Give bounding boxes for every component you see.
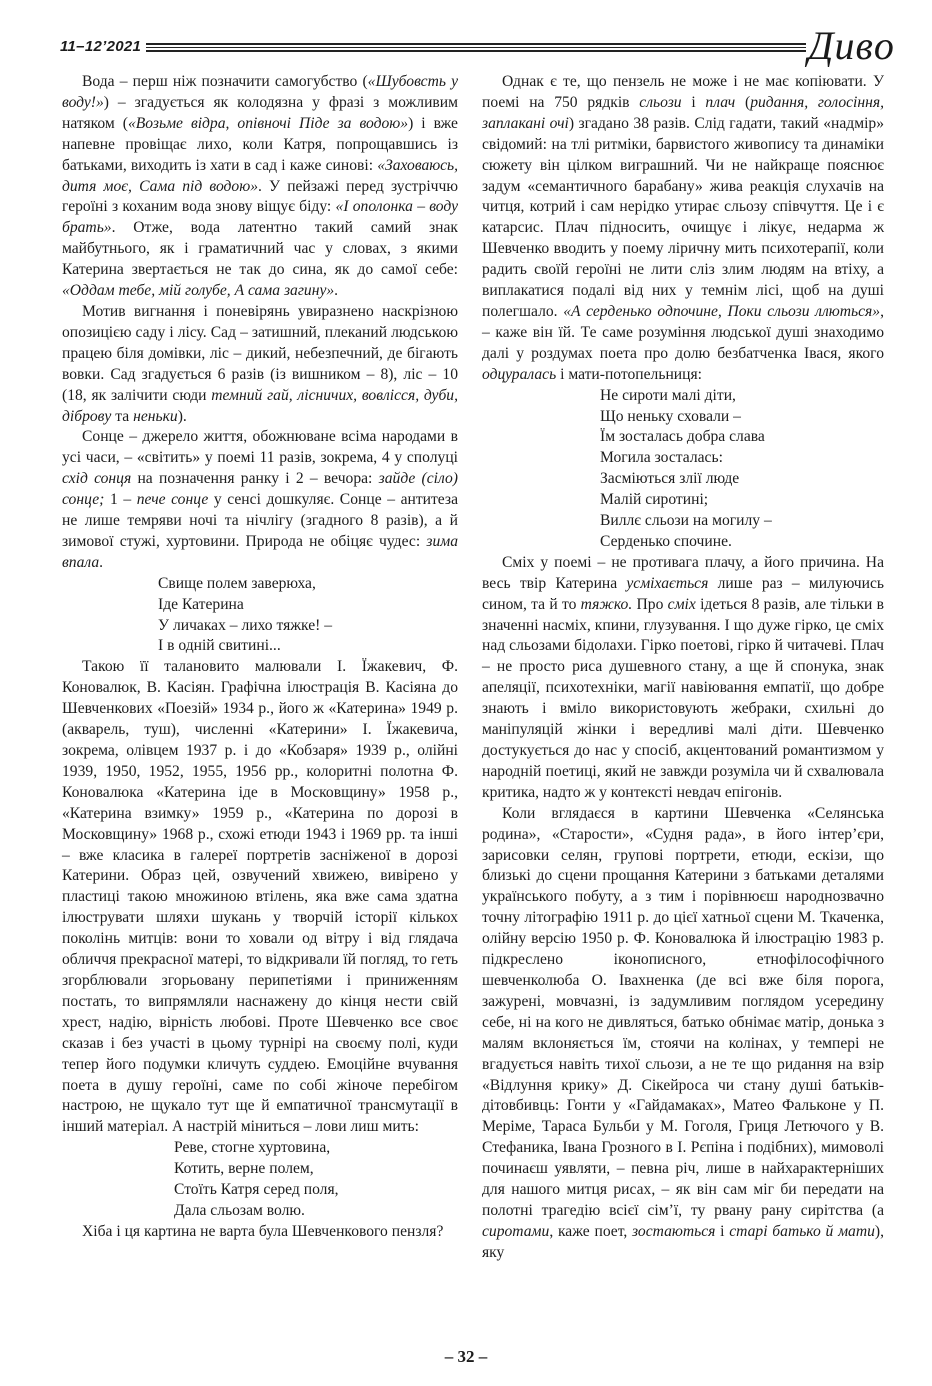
- verse-line: Серденько спочине.: [600, 532, 732, 550]
- right-column: [482, 72, 884, 1264]
- italic-run: «Заховаюсь, дитя моє, Сама під водою»: [62, 156, 458, 195]
- text-run: ) згадано 38 разів. Слід гадати, такий «надмір» свідомий: на тлі ритміки, барвистого живопису та динаміки сюжету він цілком виграшний. Чи не найкраще пояснює задум «семантичного барабану» жива реакція слухачів на читця, котрий і сам нерідко утирає сльозу співчуття. Це і є катарсис. Плач підносить, очищує і лікує, недарма ж Шевченко вводить у поему ліричну мить психотерапії, коли радить своїй героїні не лити сліз злим людям на втіху, а виплакатися подалі від них у темнім лісі, щоб на душі полегшало.: [482, 114, 884, 320]
- italic-run: пече сонце: [136, 491, 209, 509]
- verse-line: Засміються злії люде: [600, 470, 740, 488]
- verse-line: У личаках – лихо тяжке! –: [158, 616, 333, 634]
- text-run: . Отже, вода латентно такий самий знак майбутнього, як і граматичний час у словах, з якими Катерина звертається не так до сина, як до самої себе:: [62, 219, 458, 279]
- paragraph: [62, 1222, 458, 1243]
- italic-run: усміхається: [626, 574, 709, 592]
- verse-line: Стоїть Катря серед поля,: [174, 1181, 339, 1199]
- italic-run: сміх: [667, 595, 696, 613]
- italic-run: темний гай, лісничих, вовлісся, дуби, діброву: [62, 386, 459, 425]
- verse-quote: [62, 1138, 458, 1222]
- italic-run: зима впала: [62, 532, 458, 571]
- text-run: і мати-потопельниця:: [556, 365, 702, 383]
- text-run: . У пейзажі перед зустріччю героїні з коханим вода знову віщує біду:: [62, 177, 458, 216]
- italic-run: зостаються: [632, 1222, 716, 1240]
- italic-run: схід сонця: [62, 470, 132, 488]
- verse-line: Виллє сльози на могилу –: [600, 512, 772, 530]
- header-rule: [146, 47, 806, 48]
- verse-quote: [482, 386, 884, 553]
- issue-number: 11–12’2021: [60, 38, 142, 55]
- text-run: Сміх у поемі – не противага плачу, а його причина. На весь твір Катерина: [482, 553, 884, 592]
- verse-line: Що неньку сховали –: [600, 407, 741, 425]
- italic-run: неньки: [133, 407, 178, 425]
- text-run: Коли вглядаєся в картини Шевченка «Селянська родина», «Старости», «Судня рада», в його інтер’єри, зарисовки селян, групові портрети, етюди, ескізи, що близькі до сцени прощання Катерини з батьками деталями українського побуту, а з тим і порівнюєш народнозвачно точну літографію 1911 р. до цієї хатньої сцени М. Ткаченка, олійну версію 1950 р. Ф. Коновалюка й ілюстрацію 1983 р. підкреслено іконописного, етнофілософічного шевченколюба О. Івахненка (де всі вже біля порога, зажурені, мовчазні, із задумливим поглядом усередину себе, ні на кого не дивляться, батько обнімає матір, донька з малям вклоняється їм, стоячи на колінах, у темпері не вгадується навіть тихої сльози, а не те що ридання на взір «Відлуння крику» Д. Сікейроса чи стану душі батьків-дітовбивць: Гонти у «Гайдамаках», Матео Фальконе у П. Меріме, Тараса Бульби у М. Гоголя, Гриця Летючого у В. Стефаника, Івана Грозного в І. Рєпіна і подібних), мимоволі починаєш уявляти, – певна річ, лише в найхарактерніших для нашого митця рисах, – як він сам міг би передати на полотні трагедію всієї сім’ї, ту рвану рану сирітства (а: [482, 804, 884, 1219]
- text-run: (: [735, 93, 751, 111]
- text-run: ), яку: [482, 1222, 885, 1261]
- header-rule: [146, 50, 806, 52]
- verse-line: Свище полем заверюха,: [158, 574, 316, 592]
- text-run: Мотив вигнання і поневірянь увиразнено наскрізною опозицією саду і лісу. Сад – затишний, плеканий людською працею біля домівки, ліс – дикий, небезпечний, де бігають вовки. Сад згадується 6 разів (із вишником – 8), ліс – 10 (18, як залічити сюди: [62, 302, 458, 404]
- text-run: та: [111, 407, 134, 425]
- italic-run: тяжко.: [580, 595, 633, 613]
- verse-line: Дала сльозам волю.: [174, 1201, 305, 1219]
- header-rule: [146, 43, 806, 45]
- italic-run: «І ополонка – воду брать»: [62, 198, 459, 237]
- page-number: – 32 –: [444, 1347, 488, 1366]
- verse-quote: [62, 574, 458, 658]
- paragraph: [62, 427, 458, 573]
- verse-line: Могила зосталась:: [600, 449, 723, 467]
- italic-run: зайде (сіло) сонце;: [62, 470, 458, 509]
- paragraph: [62, 72, 458, 302]
- verse-line: І в одній свитині...: [158, 637, 281, 655]
- magazine-logo: Дивo: [808, 23, 895, 68]
- text-run: ) і вже напевне провіщає лихо, коли Катря, попрощавшись із батьками, виходить із хати в сад і каже синові:: [62, 114, 458, 174]
- text-run: , – каже він їй. Те саме розуміння людської душі знаходимо далі у роздумах поета про долю безбатченка Івася, якого: [482, 302, 884, 362]
- text-run: .: [99, 553, 104, 571]
- text-run: ) – згадується як колодязна у фразі з можливим натяком (: [62, 93, 458, 132]
- verse-line: Їм зосталась добра слава: [600, 428, 765, 446]
- text-run: .: [334, 282, 339, 300]
- verse-line: Малій сиротині;: [600, 491, 709, 509]
- paragraph: [62, 657, 458, 1138]
- text-run: , каже поет,: [549, 1222, 633, 1240]
- text-run: Однак є те, що пензель не може і не має копіювати. У поемі на 750 рядків: [482, 73, 884, 111]
- italic-run: сиротами: [482, 1222, 550, 1240]
- page-header: [0, 0, 932, 68]
- text-run: лише раз – милуючись сином, та й то: [482, 574, 884, 613]
- text-run: Вода – перш ніж позначити самогубство (: [82, 73, 368, 90]
- italic-run: одцуралась: [482, 365, 557, 383]
- text-run: і: [715, 1222, 730, 1240]
- italic-run: старі батько й мати: [729, 1222, 875, 1240]
- verse-line: Іде Катерина: [158, 595, 244, 613]
- text-run: 1 –: [104, 491, 137, 509]
- italic-run: «Оддам тебе, мій голубе, А сама загину»: [62, 282, 335, 300]
- italic-run: «А серденько одпочине, Поки сльози ллються»: [563, 302, 881, 320]
- text-run: Хіба і ця картина не варта була Шевченкового пензля?: [82, 1222, 444, 1240]
- text-run: і: [681, 93, 706, 111]
- text-run: у сенсі дошкуляє. Сонце – антитеза не лише темряви ночі та нічлігу (згадного 8 разів), а й зимової стужі, хуртовини. Природа не обіцяє чудес:: [62, 491, 458, 550]
- text-run: Про: [632, 595, 668, 613]
- paragraph: [482, 804, 884, 1264]
- verse-line: Не сироти малі діти,: [600, 386, 736, 404]
- text-run: ).: [177, 407, 187, 425]
- paragraph: [482, 72, 884, 386]
- text-run: ідеться 8 разів, але тільки в значенні насміх, кпини, глузування. І що дуже гірко, це сміх над сльозами бідолахи. Гірко поетові, гірко й читачеві. Плач – не просто риса душевного стану, а ще й спонука, знак апеляції, психотехніки, магії навіювання емпатії, що добре знають і вміло використовують жебраки, схильні до маніпуляцій жінки і вередливі малі діти. Шевченко достукується до нас у спосіб, акцентований романтизмом у народній поетиці, який не завжди розуміла чи й схвалювала критика, надто ж у контексті невдач епігонів.: [482, 595, 885, 801]
- text-run: на позначення ранку і 2 – вечора:: [131, 470, 379, 488]
- verse-line: Котить, верне полем,: [174, 1160, 314, 1178]
- left-column: [62, 72, 458, 1243]
- paragraph: [62, 302, 458, 427]
- italic-run: «Возьме відра, опівночі Піде за водою»: [127, 114, 409, 132]
- italic-run: сльози: [639, 93, 682, 111]
- italic-run: ридання, голосіння, заплакані очі: [482, 93, 885, 132]
- italic-run: «Шубовсть у воду!»: [62, 73, 458, 111]
- text-run: Сонце – джерело життя, обожнюване всіма народами в усі часи, – «світить» у поемі 11 разів, зокрема, 4 у сполуці: [62, 428, 458, 467]
- italic-run: плач: [705, 93, 736, 111]
- verse-line: Реве, стогне хуртовина,: [174, 1139, 331, 1157]
- paragraph: [482, 553, 884, 804]
- text-run: Такою її талановито малювали І. Їжакевич, Ф. Коновалюк, В. Касіян. Графічна ілюстрація В. Касіяна до Шевченкових «Поезій» 1934 р., його ж «Катерина» 1949 р. (акварель, туш), численні «Катерини» І. Їжакевича, зокрема, олівцем 1937 р. і до «Кобзаря» 1939 р., олійні 1939, 1950, 1952, 1955, 1956 рр., колоритні полотна Ф. Коновалюка «Катерина іде в Московщину» 1958 р., «Катерина взимку» 1959 р., «Катерина по дорозі в Московщину» 1968 р., схожі етюди 1943 і 1969 рр. та інші – вже класика в галереї портретів засніженої в дорозі Катерини. Образ цей, озвучений хвижею, вивірено у пластиці такою множиною втілень, яка вже сама здатна ілюструвати шляхи шукань у творчій історії кількох поколінь митців: вони то ховали од вітру і від глядача обличчя прекрасної матері, то відкривали їй погляд, то геть згорблювали згорьованy перипетіями і приниженням постать, то випрямляли наснажену до кінця нести свій хрест, надію, вірність любові. Проте Шевченко все своє сказав і без участі в цьому турнірі на своєму полі, куди тепер його подумки кличуть суддею. Емоційне вчування поета в душу героїні, саме по собі жіноче перебігом настрою, не щукало тут ще й емпатичної трансмутації в інший матеріал. А настрій міниться – лови лиш мить:: [62, 658, 458, 1136]
